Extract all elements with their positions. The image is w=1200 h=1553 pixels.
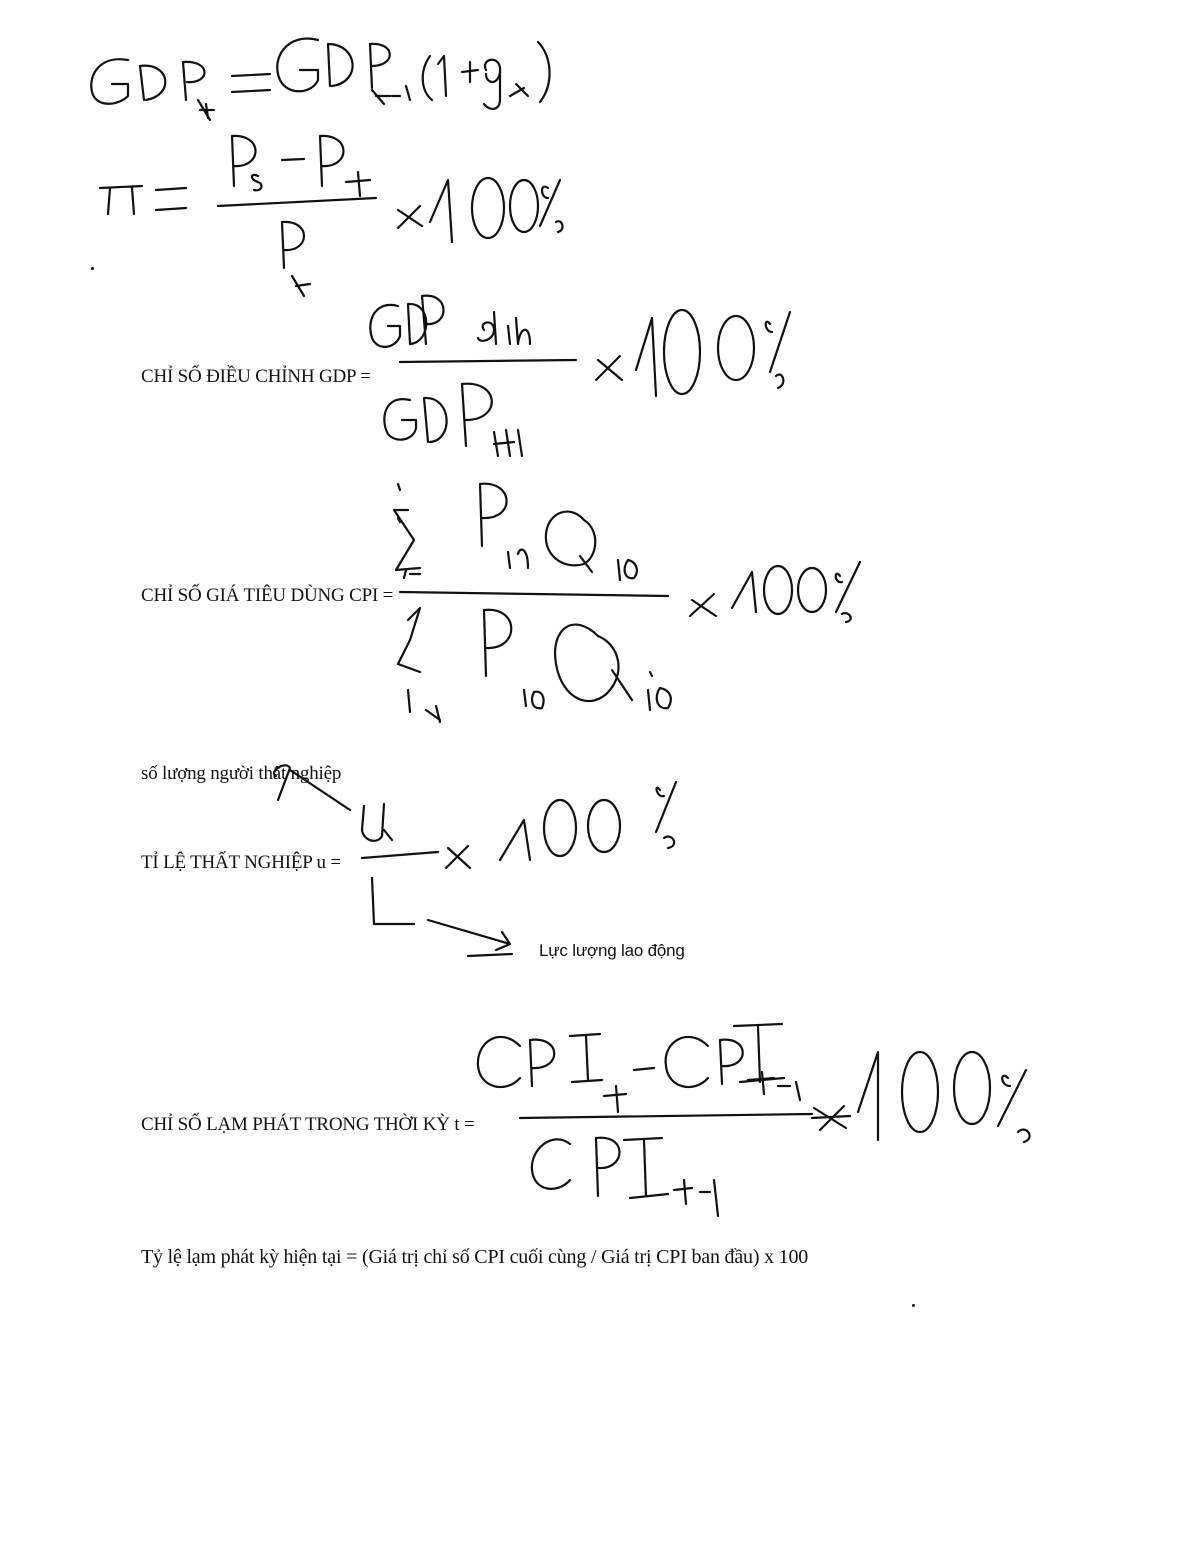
- stray-dot: [91, 267, 94, 270]
- formula-cpi: [394, 484, 860, 722]
- deflator-label: CHỈ SỐ ĐIỀU CHỈNH GDP =: [141, 366, 371, 387]
- formula-inflation-price: [100, 136, 562, 296]
- formula-inflation-cpi: [478, 1024, 1030, 1216]
- formula-deflator: [370, 296, 790, 456]
- unemployed-count-label: số lượng người thất nghiệp: [141, 763, 342, 784]
- labor-force-label: Lực lượng lao động: [539, 941, 685, 960]
- cpi-label: CHỈ SỐ GIÁ TIÊU DÙNG CPI =: [141, 585, 394, 606]
- inflation-current-formula: Tỷ lệ lạm phát kỳ hiện tại = (Giá trị chỉ số CPI cuối cùng / Giá trị CPI ban đầu) x 100: [141, 1246, 809, 1268]
- unemployment-rate-label: TỈ LỆ THẤT NGHIỆP u =: [141, 852, 341, 873]
- inflation-period-label: CHỈ SỐ LẠM PHÁT TRONG THỜI KỲ t =: [141, 1114, 475, 1135]
- stray-dot: [912, 1304, 915, 1307]
- formula-gdp-growth: [91, 39, 549, 120]
